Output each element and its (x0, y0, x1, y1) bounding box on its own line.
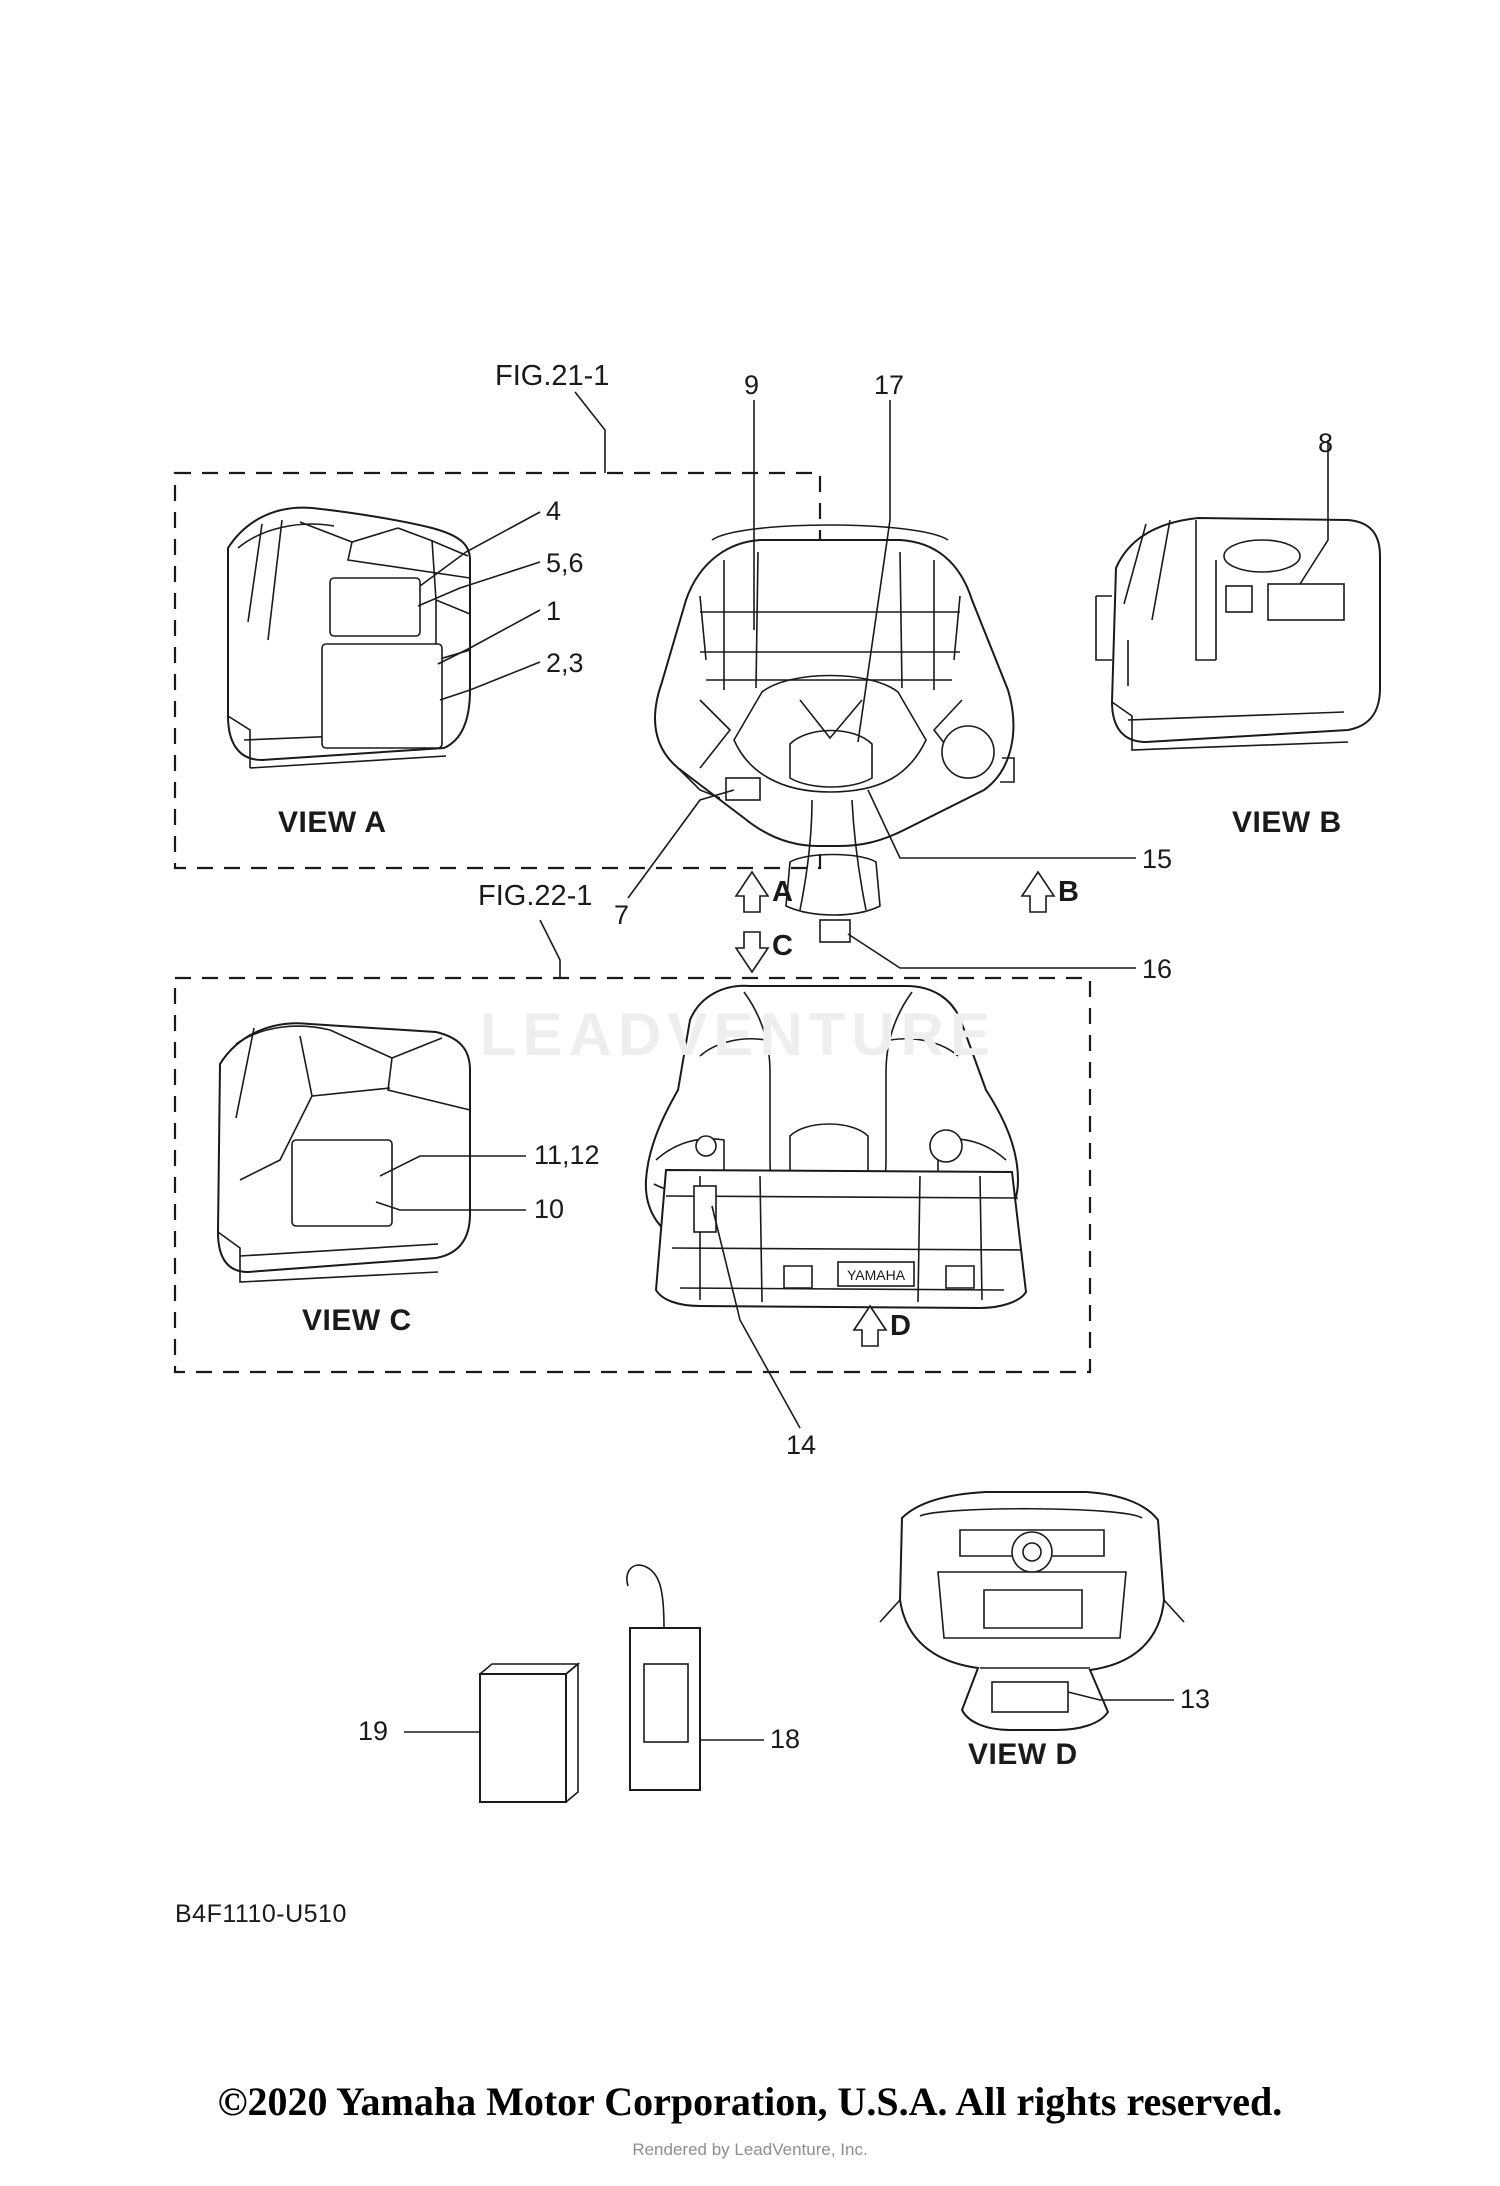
view-label-a: VIEW A (278, 806, 387, 839)
callout-13: 13 (1180, 1684, 1211, 1714)
leader-16 (848, 934, 1136, 968)
rendered-by-notice: Rendered by LeadVenture, Inc. (632, 2140, 868, 2159)
view-a-fender (228, 508, 470, 768)
callout-14: 14 (786, 1430, 817, 1460)
arrow-label-a: A (772, 876, 793, 908)
view-label-d: VIEW D (968, 1738, 1078, 1771)
arrow-label-c: C (772, 930, 793, 962)
view-c-fender (218, 1023, 470, 1282)
callout-18: 18 (770, 1724, 801, 1754)
part-number: B4F1110-U510 (175, 1900, 347, 1928)
watermark-text: LEADVENTURE (480, 1001, 997, 1068)
callout-4: 4 (546, 496, 562, 526)
callout-15: 15 (1142, 844, 1173, 874)
item-18-tag (627, 1565, 700, 1790)
leader-7 (628, 790, 734, 898)
callout-16: 16 (1142, 954, 1173, 984)
fig-label-22-1: FIG.22-1 (478, 880, 593, 912)
item-19-manual (480, 1664, 578, 1802)
arrow-c-glyph (736, 932, 768, 972)
view-d-body (880, 1492, 1184, 1730)
arrow-b-glyph (1022, 872, 1054, 912)
svg-text:YAMAHA: YAMAHA (846, 1267, 906, 1283)
view-label-b: VIEW B (1232, 806, 1342, 839)
callout-19: 19 (358, 1716, 389, 1746)
arrow-a-glyph (736, 872, 768, 912)
callout-8: 8 (1318, 428, 1334, 458)
callout-17: 17 (874, 370, 905, 400)
callout-10: 10 (534, 1194, 565, 1224)
arrow-label-d: D (890, 1310, 911, 1342)
arrow-label-b: B (1058, 876, 1079, 908)
arrow-d-glyph (854, 1306, 886, 1346)
callout-7: 7 (614, 900, 630, 930)
callout-2-3: 2,3 (546, 648, 584, 678)
fig-label-21-1: FIG.21-1 (495, 360, 610, 392)
view-label-c: VIEW C (302, 1304, 412, 1337)
callout-11-12: 11,12 (534, 1140, 600, 1170)
fig21-leader (575, 392, 605, 473)
copyright-notice: ©2020 Yamaha Motor Corporation, U.S.A. All rights reserved. (217, 2079, 1283, 2124)
view-b-fender (1096, 518, 1380, 750)
callout-1: 1 (546, 596, 562, 626)
callout-9: 9 (744, 370, 760, 400)
callout-5-6: 5,6 (546, 548, 584, 578)
atv-rear-top-view (655, 525, 1014, 942)
fig22-leader (540, 920, 560, 978)
